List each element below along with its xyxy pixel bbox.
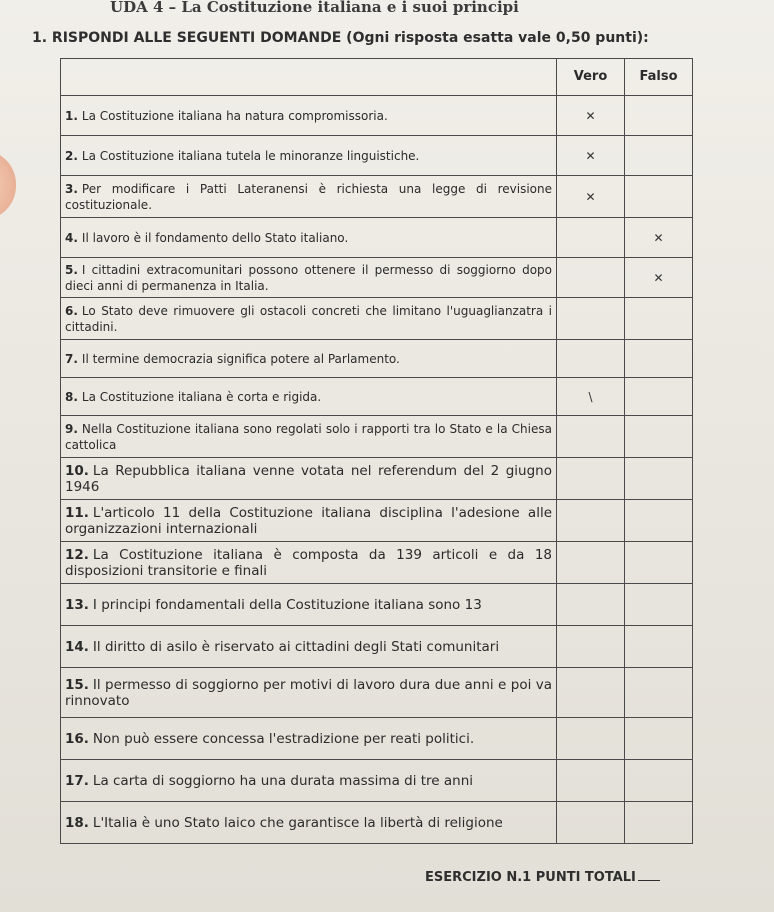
question-number: 2.: [65, 148, 78, 163]
question-number: 10.: [65, 462, 89, 479]
vero-answer-cell[interactable]: [557, 542, 625, 584]
question-number: 3.: [65, 181, 78, 196]
table-row: [61, 584, 693, 626]
vero-answer-cell[interactable]: ✕: [557, 176, 625, 218]
question-cell: [61, 718, 557, 760]
question-number: 5.: [65, 262, 78, 277]
question-text: Non può essere concessa l'estradizione per reati politici.: [92, 730, 475, 747]
question-column-header: [61, 59, 557, 96]
question-text: Per modificare i Patti Lateranensi è richiesta una legge di revisione costituzionale.: [65, 181, 552, 212]
table-row: [61, 340, 693, 378]
table-row: [61, 668, 693, 718]
question-cell: [61, 258, 557, 298]
question-cell: [61, 500, 557, 542]
question-text: La Costituzione italiana tutela le minoranze linguistiche.: [81, 148, 420, 163]
total-points-footer: [425, 870, 765, 885]
falso-answer-cell[interactable]: [625, 378, 693, 416]
question-cell: [61, 96, 557, 136]
vero-answer-cell[interactable]: [557, 218, 625, 258]
vero-answer-cell[interactable]: [557, 668, 625, 718]
question-text: I cittadini extracomunitari possono ottenere il permesso di soggiorno dopo dieci anni di permanenza in Italia.: [65, 262, 552, 293]
falso-answer-cell[interactable]: [625, 458, 693, 500]
question-number: 12.: [65, 546, 89, 563]
question-number: 17.: [65, 772, 89, 789]
vero-answer-cell[interactable]: [557, 802, 625, 844]
table-row: [61, 500, 693, 542]
vero-answer-cell[interactable]: [557, 760, 625, 802]
vero-answer-cell[interactable]: [557, 416, 625, 458]
question-cell: [61, 416, 557, 458]
total-points-label: ESERCIZIO N.1 PUNTI TOTALI: [425, 870, 636, 885]
table-row: [61, 458, 693, 500]
table-header-row: [61, 59, 693, 96]
falso-answer-cell[interactable]: [625, 500, 693, 542]
finger-edge: [0, 150, 16, 220]
vero-answer-cell[interactable]: [557, 718, 625, 760]
question-number: 15.: [65, 676, 89, 693]
question-cell: [61, 176, 557, 218]
vero-answer-cell[interactable]: [557, 500, 625, 542]
falso-answer-cell[interactable]: [625, 416, 693, 458]
question-cell: [61, 136, 557, 176]
table-row: [61, 176, 693, 218]
question-cell: [61, 802, 557, 844]
question-number: 9.: [65, 421, 78, 436]
question-text: Il termine democrazia significa potere al Parlamento.: [81, 351, 400, 366]
question-cell: [61, 298, 557, 340]
falso-answer-cell[interactable]: [625, 584, 693, 626]
falso-answer-cell[interactable]: [625, 760, 693, 802]
question-number: 6.: [65, 303, 78, 318]
question-text: L'Italia è uno Stato laico che garantisce la libertà di religione: [92, 814, 503, 831]
question-number: 18.: [65, 814, 89, 831]
vero-answer-cell[interactable]: [557, 626, 625, 668]
falso-answer-cell[interactable]: [625, 802, 693, 844]
score-blank[interactable]: [638, 880, 660, 881]
falso-answer-cell[interactable]: [625, 96, 693, 136]
question-text: La Repubblica italiana venne votata nel referendum del 2 giugno 1946: [65, 462, 552, 495]
falso-column-header: Falso: [625, 59, 693, 96]
question-text: Nella Costituzione italiana sono regolati solo i rapporti tra lo Stato e la Chiesa cattolica: [65, 421, 552, 452]
falso-answer-cell[interactable]: [625, 176, 693, 218]
question-cell: [61, 378, 557, 416]
table-row: [61, 218, 693, 258]
falso-answer-cell[interactable]: ✕: [625, 258, 693, 298]
question-number: 7.: [65, 351, 78, 366]
question-cell: [61, 542, 557, 584]
falso-answer-cell[interactable]: [625, 718, 693, 760]
question-text: La carta di soggiorno ha una durata massima di tre anni: [92, 772, 474, 789]
table-row: [61, 378, 693, 416]
table-row: [61, 542, 693, 584]
vero-column-header: Vero: [557, 59, 625, 96]
table-row: [61, 298, 693, 340]
vero-answer-cell[interactable]: [557, 258, 625, 298]
true-false-table: [60, 58, 693, 844]
question-cell: [61, 584, 557, 626]
vero-answer-cell[interactable]: [557, 340, 625, 378]
table-row: [61, 96, 693, 136]
question-number: 8.: [65, 389, 78, 404]
page-header: UDA 4 – La Costituzione italiana e i suoi principi: [110, 0, 519, 16]
question-number: 13.: [65, 596, 89, 613]
question-number: 14.: [65, 638, 89, 655]
falso-answer-cell[interactable]: [625, 542, 693, 584]
table-row: [61, 136, 693, 176]
question-cell: [61, 668, 557, 718]
falso-answer-cell[interactable]: [625, 668, 693, 718]
question-cell: [61, 626, 557, 668]
table-row: [61, 416, 693, 458]
falso-answer-cell[interactable]: ✕: [625, 218, 693, 258]
falso-answer-cell[interactable]: [625, 340, 693, 378]
question-cell: [61, 760, 557, 802]
question-text: L'articolo 11 della Costituzione italiana disciplina l'adesione alle organizzazioni internazionali: [65, 504, 552, 537]
vero-answer-cell[interactable]: [557, 458, 625, 500]
question-cell: [61, 340, 557, 378]
table-row: [61, 760, 693, 802]
question-text: Il permesso di soggiorno per motivi di lavoro dura due anni e poi va rinnovato: [65, 676, 552, 709]
table-row: [61, 718, 693, 760]
table-row: [61, 626, 693, 668]
falso-answer-cell[interactable]: [625, 626, 693, 668]
falso-answer-cell[interactable]: [625, 298, 693, 340]
question-text: Lo Stato deve rimuovere gli ostacoli concreti che limitano l'uguaglianzatra i cittadini.: [65, 303, 552, 334]
table-row: [61, 258, 693, 298]
vero-answer-cell[interactable]: [557, 298, 625, 340]
question-text: La Costituzione italiana è corta e rigida.: [81, 389, 322, 404]
question-text: La Costituzione italiana è composta da 139 articoli e da 18 disposizioni transitorie e finali: [65, 546, 552, 579]
vero-answer-cell[interactable]: ✕: [557, 136, 625, 176]
falso-answer-cell[interactable]: [625, 136, 693, 176]
question-text: La Costituzione italiana ha natura compromissoria.: [81, 108, 388, 123]
question-text: Il lavoro è il fondamento dello Stato italiano.: [81, 230, 349, 245]
exercise-instructions: 1. RISPONDI ALLE SEGUENTI DOMANDE (Ogni risposta esatta vale 0,50 punti):: [32, 30, 649, 46]
question-cell: [61, 218, 557, 258]
table-row: [61, 802, 693, 844]
vero-answer-cell[interactable]: [557, 584, 625, 626]
vero-answer-cell[interactable]: ✕: [557, 96, 625, 136]
question-number: 11.: [65, 504, 89, 521]
question-text: Il diritto di asilo è riservato ai cittadini degli Stati comunitari: [92, 638, 500, 655]
question-number: 1.: [65, 108, 78, 123]
question-text: I principi fondamentali della Costituzione italiana sono 13: [92, 596, 482, 613]
vero-answer-cell[interactable]: \: [557, 378, 625, 416]
question-number: 16.: [65, 730, 89, 747]
question-number: 4.: [65, 230, 78, 245]
question-cell: [61, 458, 557, 500]
